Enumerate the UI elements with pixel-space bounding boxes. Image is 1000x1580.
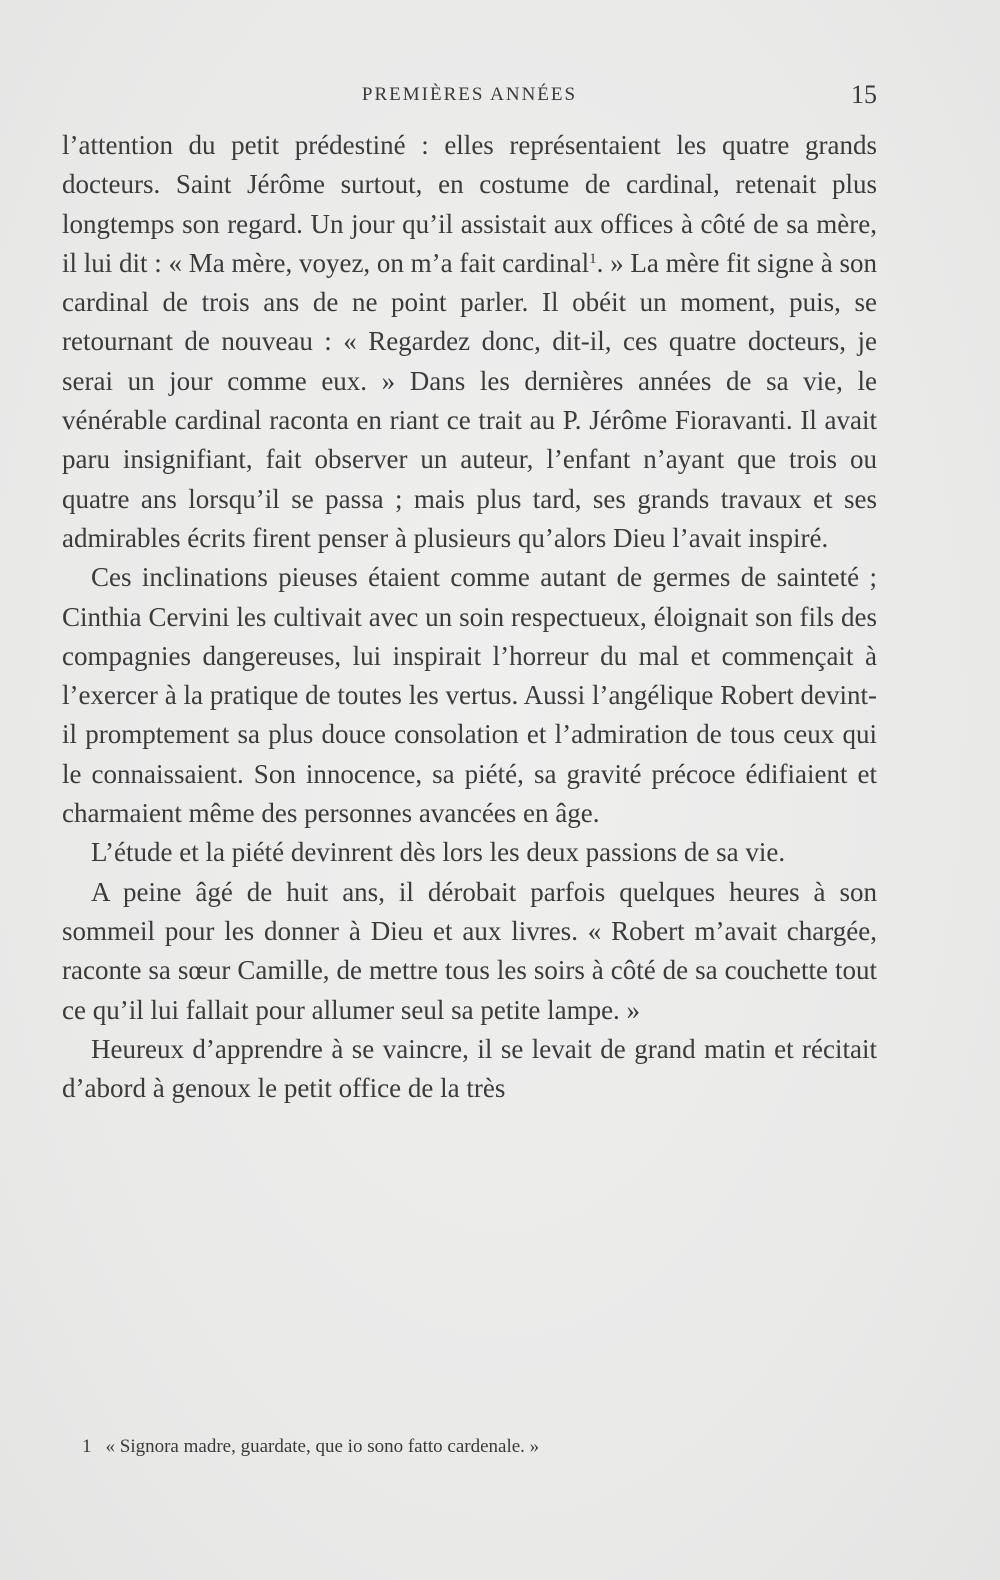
footnote-reference: 1 bbox=[589, 250, 597, 267]
paragraph-3: L’étude et la piété devinrent dès lors les deux passions de sa vie. bbox=[91, 837, 786, 868]
paragraph-2: Ces inclinations pieuses étaient comme autant de germes de sainteté ; Cinthia Cervini les cultivait avec un soin respectueux, éloignait son fils des compagnies dangereuses, lui inspirait l’horreur du mal et commençait à l’exercer à la pratique de toutes les vertus. Aussi l’angélique Robert devint-il promptement sa plus douce consolation et l’admiration de tous ceux qui le connaissaient. Son innocence, sa piété, sa gravité précoce édifiaient et charmaient même des personnes avancées en âge. bbox=[62, 562, 877, 829]
page-header bbox=[62, 80, 877, 112]
footnote-text: « Signora madre, guardate, que io sono fatto cardenale. » bbox=[105, 1436, 540, 1457]
body-text bbox=[62, 126, 877, 1108]
footnote-number: 1 bbox=[82, 1436, 92, 1457]
paragraph-1-text-before: l’attention du petit prédestiné : elles représentaient les quatre grands docteurs. Saint Jérôme surtout, en costume de cardinal, retenait plus longtemps son regard. Un jour qu’il assistait aux offices à côté de sa mère, il lui dit : « Ma mère, voyez, on m’a fait cardinal bbox=[62, 130, 877, 278]
page-number: 15 bbox=[851, 80, 877, 109]
paragraph-1-text-after: . » La mère fit signe à son cardinal de trois ans de ne point parler. Il obéit un moment, puis, se retournant de nouveau : « Regardez donc, dit-il, ces quatre docteurs, je serai un jour comme eux. » Dans les dernières années de sa vie, le vénérable cardinal raconta en riant ce trait au P. Jérôme Fioravanti. Il avait paru insignifiant, fait observer un auteur, l’enfant n’ayant que trois ou quatre ans lorsqu’il se passa ; mais plus tard, ses grands travaux et ses admirables écrits firent penser à plusieurs qu’alors Dieu l’avait inspiré. bbox=[62, 247, 878, 553]
paragraph-4: A peine âgé de huit ans, il dérobait parfois quelques heures à son sommeil pour les donner à Dieu et aux livres. « Robert m’avait chargée, raconte sa sœur Camille, de mettre tous les soirs à côté de sa couchette tout ce qu’il lui fallait pour allumer seul sa petite lampe. » bbox=[62, 876, 877, 1025]
footnote bbox=[82, 1434, 877, 1460]
paragraph-5: Heureux d’apprendre à se vaincre, il se levait de grand matin et récitait d’abord à genoux le petit office de la très bbox=[62, 1033, 877, 1104]
paragraph-1 bbox=[62, 126, 877, 558]
running-title: PREMIÈRES ANNÉES bbox=[361, 84, 578, 105]
